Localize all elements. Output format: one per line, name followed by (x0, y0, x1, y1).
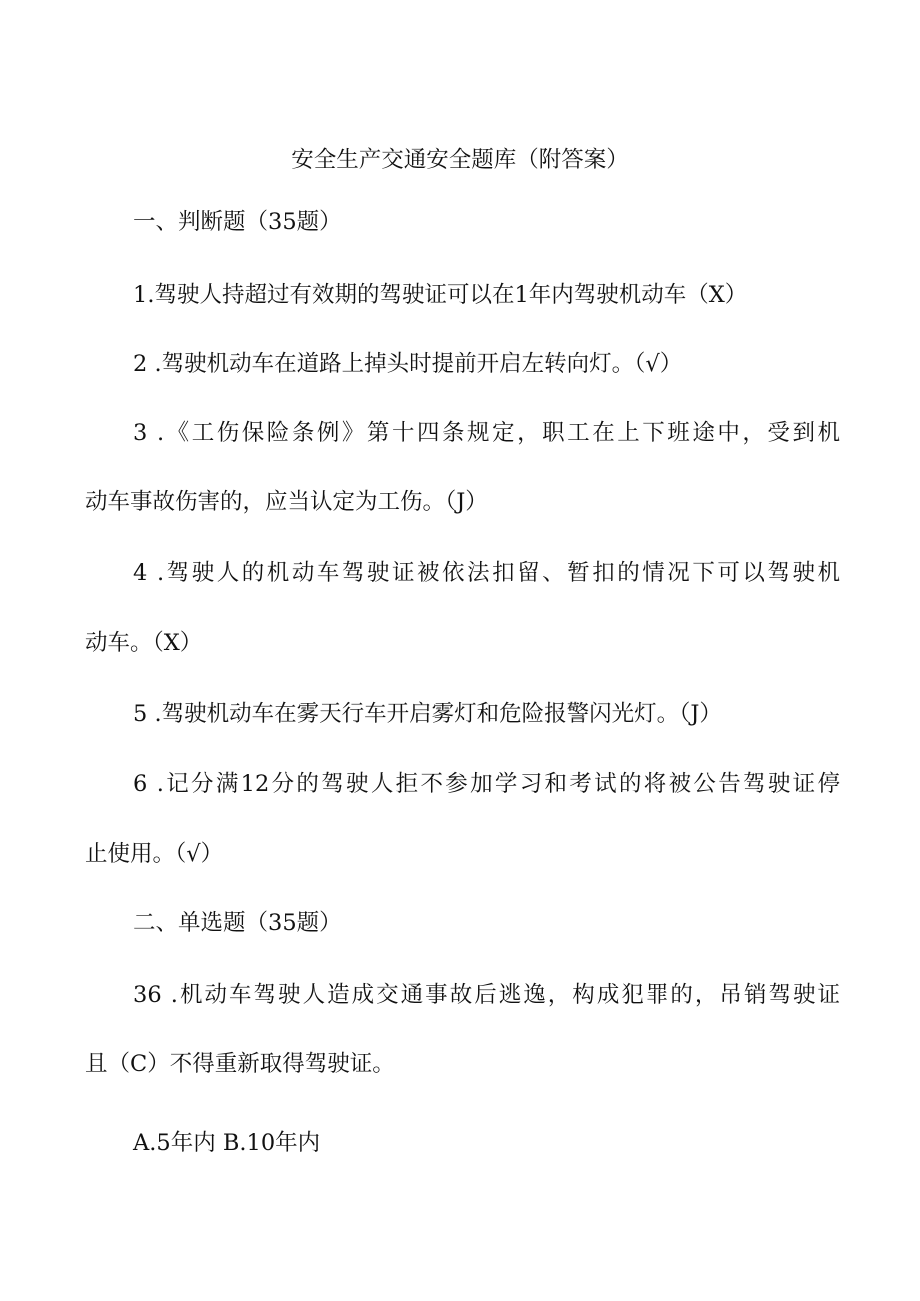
question-2: 2 .驾驶机动车在道路上掉头时提前开启左转向灯。（√） (133, 351, 683, 377)
section-heading-single-choice: 二、单选题（35题） (133, 910, 342, 936)
question-3-line-2: 动车事故伤害的，应当认定为工伤。（J） (85, 489, 488, 515)
question-5: 5 .驾驶机动车在雾天行车开启雾灯和危险报警闪光灯。（J） (133, 701, 722, 727)
question-36-line-2: 且（C）不得重新取得驾驶证。 (85, 1051, 395, 1077)
question-6-line-2: 止使用。（√） (85, 841, 224, 867)
section-heading-true-false: 一、判断题（35题） (133, 209, 342, 235)
question-36-options: A.5年内 B.10年内 (133, 1130, 321, 1156)
question-6-line-1: 6 .记分满12分的驾驶人拒不参加学习和考试的将被公告驾驶证停 (133, 771, 840, 797)
question-4-line-1: 4 .驾驶人的机动车驾驶证被依法扣留、暂扣的情况下可以驾驶机 (133, 560, 840, 586)
question-4-line-2: 动车。（X） (85, 630, 203, 656)
question-36-line-1: 36 .机动车驾驶人造成交通事故后逃逸，构成犯罪的，吊销驾驶证 (133, 982, 840, 1008)
question-1: 1.驾驶人持超过有效期的驾驶证可以在1年内驾驶机动车（X） (133, 282, 748, 308)
question-3-line-1: 3 .《工伤保险条例》第十四条规定，职工在上下班途中，受到机 (133, 420, 840, 446)
page-title: 安全生产交通安全题库（附答案） (291, 147, 629, 173)
